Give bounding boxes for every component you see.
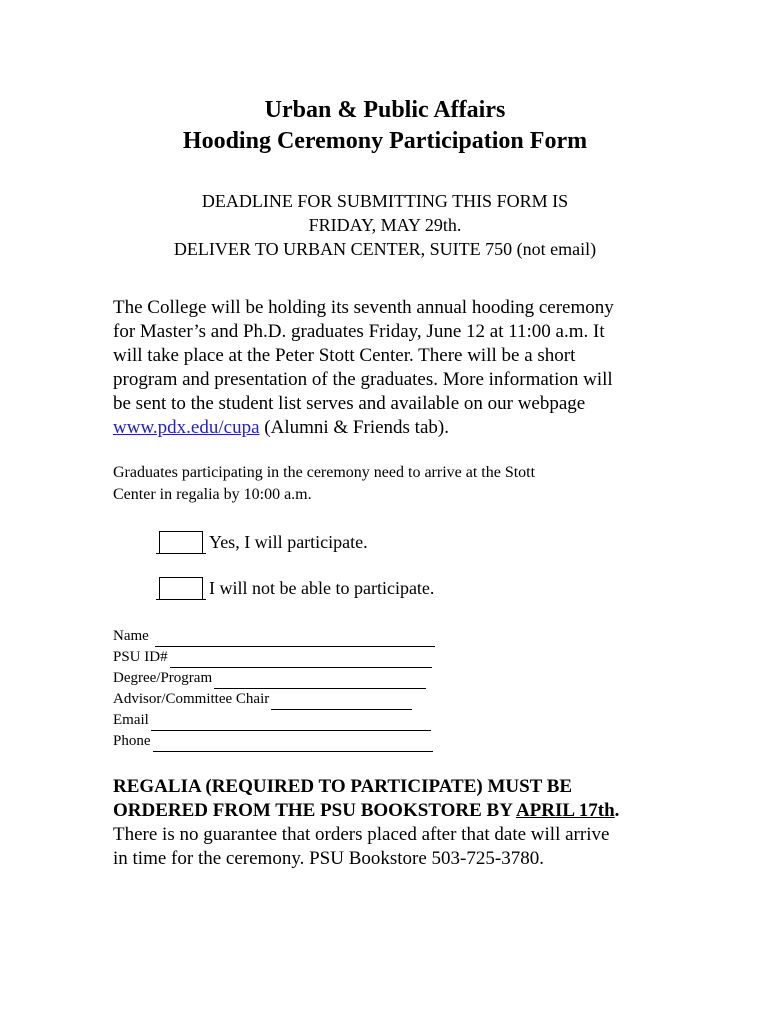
degree-field[interactable] bbox=[214, 673, 426, 689]
psu-id-field-label: PSU ID# bbox=[113, 649, 168, 665]
psu-id-field[interactable] bbox=[170, 652, 432, 668]
phone-field-label: Phone bbox=[113, 733, 151, 749]
regalia-note-line: in time for the ceremony. PSU Bookstore 503-725-3780. bbox=[113, 848, 544, 869]
email-field-row bbox=[113, 710, 435, 731]
intro-line bbox=[113, 416, 673, 440]
intro-line: be sent to the student list serves and available on our webpage bbox=[113, 393, 586, 414]
arrival-line: Graduates participating in the ceremony need to arrive at the Stott bbox=[113, 464, 536, 481]
participate-yes-checkbox[interactable] bbox=[159, 531, 203, 554]
cupa-webpage-link[interactable]: www.pdx.edu/cupa bbox=[113, 417, 260, 438]
contact-fields bbox=[113, 626, 435, 752]
deadline-line-1: DEADLINE FOR SUBMITTING THIS FORM IS bbox=[201, 191, 569, 211]
regalia-deadline-date: APRIL 17th bbox=[515, 800, 615, 821]
advisor-field[interactable] bbox=[271, 694, 412, 710]
regalia-order-text: ORDERED FROM THE PSU BOOKSTORE BY bbox=[113, 800, 516, 821]
arrival-paragraph bbox=[113, 462, 673, 506]
degree-field-row bbox=[113, 668, 435, 689]
name-field-label: Name bbox=[113, 628, 149, 644]
deadline-line-2: FRIDAY, MAY 29th. bbox=[308, 215, 462, 235]
intro-line: The College will be holding its seventh annual hooding ceremony bbox=[113, 297, 614, 318]
phone-field[interactable] bbox=[153, 736, 433, 752]
phone-field-row bbox=[113, 731, 435, 752]
degree-field-label: Degree/Program bbox=[113, 670, 213, 686]
regalia-period: . bbox=[614, 800, 620, 821]
email-field[interactable] bbox=[151, 715, 431, 731]
regalia-heading-line-2 bbox=[113, 799, 693, 823]
email-field-label: Email bbox=[113, 712, 149, 728]
deadline-line-3: DELIVER TO URBAN CENTER, SUITE 750 (not email) bbox=[173, 239, 597, 259]
form-title-line-1: Urban & Public Affairs bbox=[264, 97, 506, 123]
intro-line-rest: (Alumni & Friends tab). bbox=[259, 417, 449, 438]
intro-line: for Master’s and Ph.D. graduates Friday, June 12 at 11:00 a.m. It bbox=[113, 321, 605, 342]
participate-yes-label: Yes, I will participate. bbox=[209, 532, 368, 552]
intro-line: program and presentation of the graduates. More information will bbox=[113, 369, 613, 390]
intro-line: will take place at the Peter Stott Center. There will be a short bbox=[113, 345, 576, 366]
name-field[interactable] bbox=[155, 631, 435, 647]
arrival-line: Center in regalia by 10:00 a.m. bbox=[113, 486, 312, 503]
psu-id-field-row bbox=[113, 647, 435, 668]
regalia-note-line: There is no guarantee that orders placed after that date will arrive bbox=[113, 824, 610, 845]
regalia-paragraph bbox=[113, 775, 693, 871]
form-title-line-2: Hooding Ceremony Participation Form bbox=[182, 128, 588, 154]
advisor-field-label: Advisor/Committee Chair bbox=[113, 691, 270, 707]
participate-yes-option bbox=[159, 530, 368, 554]
participate-no-label: I will not be able to participate. bbox=[209, 578, 435, 598]
participate-no-checkbox[interactable] bbox=[159, 577, 203, 600]
intro-paragraph bbox=[113, 296, 673, 440]
name-field-row bbox=[113, 626, 435, 647]
participate-no-option bbox=[159, 576, 434, 600]
regalia-heading-line-1: REGALIA (REQUIRED TO PARTICIPATE) MUST BE bbox=[113, 776, 573, 797]
advisor-field-row bbox=[113, 689, 435, 710]
